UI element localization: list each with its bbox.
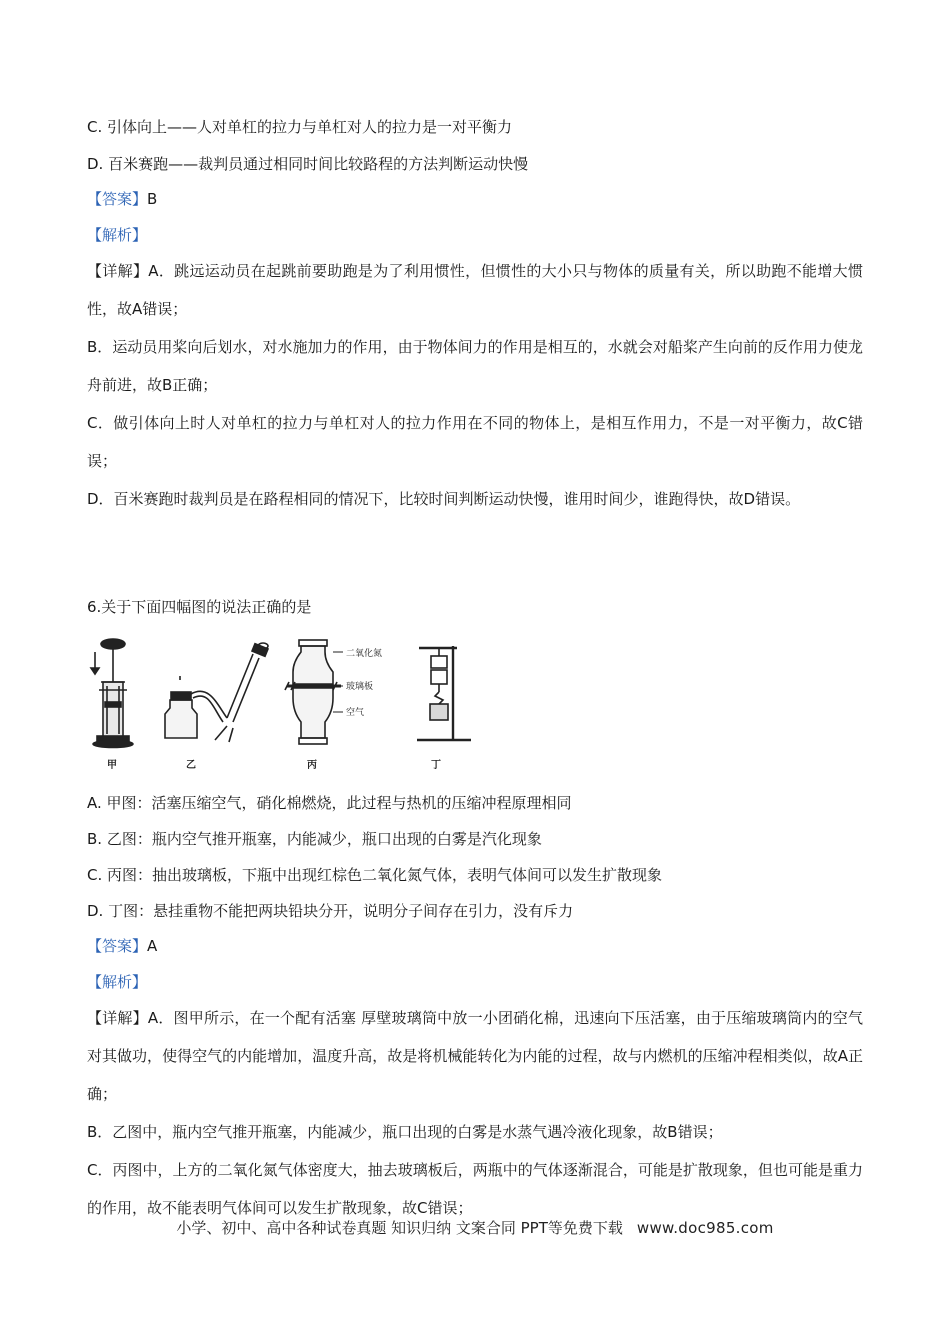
q5-detail-a: 【详解】A．跳远运动员在起跳前要助跑是为了利用惯性，但惯性的大小只与物体的质量有关，所以助跑不能增大惯性，故A错误； xyxy=(87,262,863,318)
detail-tag: 【详解】 xyxy=(87,1009,148,1027)
answer-tag: 【答案】 xyxy=(87,937,148,955)
q6-answer xyxy=(87,935,157,956)
footer-url[interactable]: www.doc985.com xyxy=(636,1219,774,1237)
q6-figure xyxy=(87,632,487,772)
fig-jia-piston-apparatus xyxy=(91,639,133,748)
answer-value: B xyxy=(147,190,158,208)
q5-option-d: D. 百米赛跑——裁判员通过相同时间比较路程的方法判断运动快慢 xyxy=(87,155,529,173)
fig-label-bing: 丙 xyxy=(307,760,317,771)
q6-option-d: D. 丁图：悬挂重物不能把两块铅块分开，说明分子间存在引力，没有斥力 xyxy=(87,902,574,920)
q6-detail-b: B．乙图中，瓶内空气推开瓶塞，内能减少，瓶口出现的白雾是水蒸气遇冷液化现象，故B错误； xyxy=(87,1123,723,1141)
fig-annotation-no2: 二氧化氮 xyxy=(346,649,383,659)
answer-tag: 【答案】 xyxy=(87,190,148,208)
fig-ding-lead-blocks xyxy=(417,646,471,740)
q5-detail-d: D．百米赛跑时裁判员是在路程相同的情况下，比较时间判断运动快慢，谁用时间少，谁跑得快，故D错误。 xyxy=(87,490,801,508)
detail-tag: 【详解】 xyxy=(87,262,149,280)
q6-option-a: A. 甲图：活塞压缩空气，硝化棉燃烧，此过程与热机的压缩冲程原理相同 xyxy=(87,794,572,812)
q5-answer xyxy=(87,188,157,209)
q6-detail-a: 【详解】A．图甲所示，在一个配有活塞 厚壁玻璃筒中放一小团硝化棉，迅速向下压活塞，由于压缩玻璃筒内的空气对其做功，使得空气的内能增加，温度升高，故是将机械能转化为内能的过程，故与内燃机的压缩冲程相类似，故A正确； xyxy=(87,1009,863,1103)
footer-text: 小学、初中、高中各种试卷真题 知识归纳 文案合同 PPT等免费下载 xyxy=(176,1219,623,1237)
q6-stem: 6.关于下面四幅图的说法正确的是 xyxy=(87,598,312,616)
q6-detail-c: C．丙图中，上方的二氧化氮气体密度大，抽去玻璃板后，两瓶中的气体逐渐混合，可能是扩散现象，但也可能是重力的作用，故不能表明气体间可以发生扩散现象，故C错误； xyxy=(87,1161,863,1217)
q5-detail-c: C．做引体向上时人对单杠的拉力与单杠对人的拉力作用在不同的物体上，是相互作用力，不是一对平衡力，故C错误； xyxy=(87,414,863,470)
fig-bing-two-jars xyxy=(285,640,343,744)
fig-annotation-air: 空气 xyxy=(346,708,365,718)
fig-annotation-glass-plate: 玻璃板 xyxy=(346,682,374,692)
fig-label-ding: 丁 xyxy=(431,760,441,771)
q5-option-c: C. 引体向上——人对单杠的拉力与单杠对人的拉力是一对平衡力 xyxy=(87,118,513,136)
q6-option-b: B. 乙图：瓶内空气推开瓶塞，内能减少，瓶口出现的白雾是汽化现象 xyxy=(87,830,542,848)
answer-value: A xyxy=(147,937,158,955)
q6-analysis-tag: 【解析】 xyxy=(87,973,148,991)
q6-option-c: C. 丙图：抽出玻璃板，下瓶中出现红棕色二氧化氮气体，表明气体间可以发生扩散现象 xyxy=(87,866,663,884)
q5-detail-b: B．运动员用桨向后划水，对水施加力的作用，由于物体间力的作用是相互的，水就会对船桨产生向前的反作用力使龙舟前进，故B正确； xyxy=(87,338,863,394)
fig-yi-bottle-pump xyxy=(165,643,268,742)
fig-label-jia: 甲 xyxy=(107,760,117,771)
fig-label-yi: 乙 xyxy=(186,760,196,771)
q5-analysis-tag: 【解析】 xyxy=(87,226,148,244)
page-footer xyxy=(0,1217,950,1238)
